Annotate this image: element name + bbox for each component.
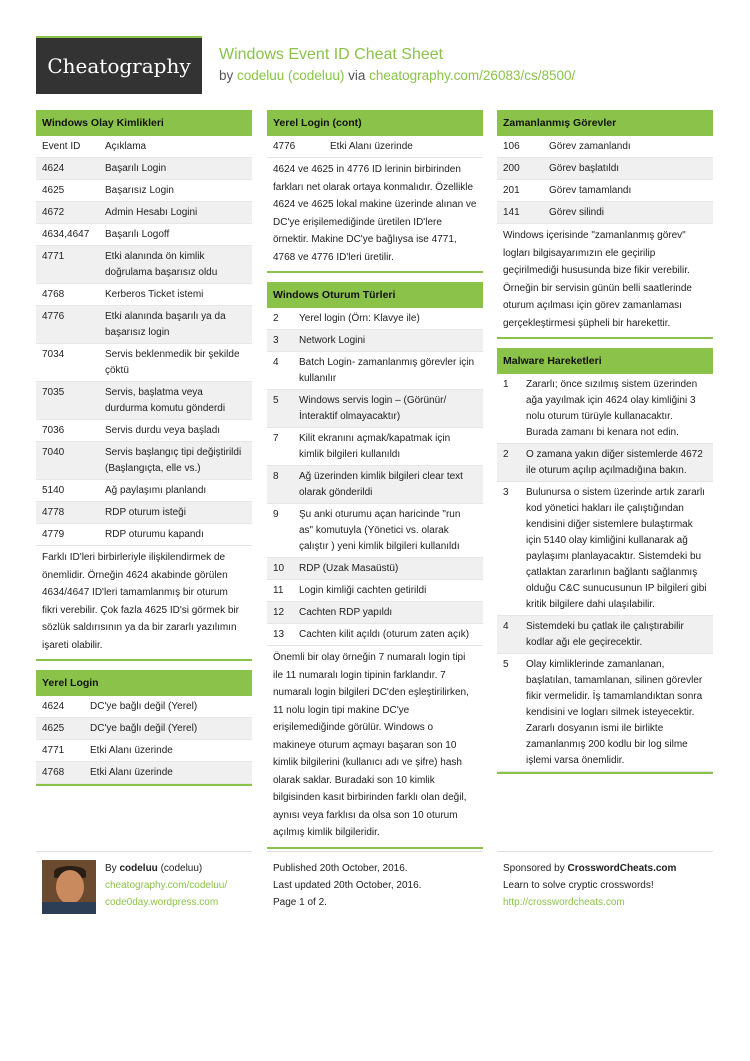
row-key: 106 bbox=[503, 140, 520, 152]
sheet-url-link[interactable]: cheatography.com/26083/cs/8500/ bbox=[369, 68, 576, 83]
row-key: 8 bbox=[273, 470, 279, 482]
row-value: Servis, başlatma veya durdurma komutu gönderdi bbox=[105, 386, 226, 414]
section-malware-hareketleri bbox=[497, 348, 713, 774]
section-title: Windows Olay Kimlikleri bbox=[36, 110, 252, 136]
row-value: Sistemdeki bu çatlak ile çalıştırabilir kodlar ağı ele geçirecektir. bbox=[526, 620, 684, 648]
row-key: 200 bbox=[503, 162, 520, 174]
row-value: Bulunursa o sistem üzerinde artık zararlı kod yönetici hakları ile çalıştığından kendisini diğer sistemlere bulaştırmak için 5140 olay kimliğini kullanarak ağ paylaşımı planlayacaktır. Sistemdeki bu çatlaktan zararlının bağlantı sağlanmış olduğu C&C sunucusunun IP bilgileri gibi kritik bilgilere dahi ulaşılabilir. bbox=[526, 486, 707, 610]
column-1 bbox=[36, 110, 252, 795]
author-handle: (codeluu) bbox=[157, 863, 203, 874]
table-row bbox=[36, 306, 252, 344]
row-key: 4771 bbox=[42, 744, 65, 756]
table bbox=[36, 696, 252, 786]
row-value: Görev tamamlandı bbox=[549, 184, 632, 196]
row-key: 9 bbox=[273, 508, 279, 520]
table bbox=[497, 136, 713, 224]
row-value: Etki alanında ön kimlik doğrulama başarısız oldu bbox=[105, 250, 218, 278]
section-yerel-login bbox=[36, 670, 252, 786]
row-value: Kilit ekranını açmak/kapatmak için kimlik bilgileri kullanıldı bbox=[299, 432, 451, 460]
row-value: Kerberos Ticket istemi bbox=[105, 288, 204, 300]
table-row bbox=[267, 504, 483, 558]
row-value: Ağ paylaşımı planlandı bbox=[105, 484, 207, 496]
table-row bbox=[267, 330, 483, 352]
table-row bbox=[497, 444, 713, 482]
row-value: Açıklama bbox=[105, 140, 147, 152]
avatar-face bbox=[56, 870, 84, 904]
row-key: 2 bbox=[273, 312, 279, 324]
table-row bbox=[36, 136, 252, 158]
row-value: Login kimliği cachten getirildi bbox=[299, 584, 427, 596]
section-note: Farklı ID'leri birbirleriyle ilişkilendirmek de önemlidir. Örneğin 4624 akabinde görülen 4634/4647 ID'leri tamamlanmış bir oturum fikri verebilir. Çok fazla 4625 ID'si görmek bir sözlük saldırısının ya da bir zararlı yazılımın işareti olabilir. bbox=[36, 546, 252, 661]
table-row bbox=[36, 524, 252, 546]
table-row bbox=[267, 602, 483, 624]
column-3 bbox=[497, 110, 713, 783]
table bbox=[267, 308, 483, 646]
row-value: Başarısız Login bbox=[105, 184, 174, 196]
row-value: Görev zamanlandı bbox=[549, 140, 631, 152]
row-value: DC'ye bağlı değil (Yerel) bbox=[90, 700, 198, 712]
row-key: 4779 bbox=[42, 528, 65, 540]
row-value: Şu anki oturumu açan haricinde "run as" komutuyla (Yönetici vs. olarak çalıştır ) yeni kimlik bilgileri kullanıldı bbox=[299, 508, 461, 552]
section-title: Yerel Login bbox=[36, 670, 252, 696]
row-value: Görev silindi bbox=[549, 206, 605, 218]
row-value: Başarılı Login bbox=[105, 162, 167, 174]
row-key: 2 bbox=[503, 448, 509, 460]
row-key: 4 bbox=[503, 620, 509, 632]
table-row bbox=[497, 654, 713, 772]
table-row bbox=[267, 136, 483, 158]
logo[interactable]: Cheatography bbox=[36, 38, 202, 94]
section-title: Malware Hareketleri bbox=[497, 348, 713, 374]
sponsor-tagline: Learn to solve cryptic crosswords! bbox=[503, 880, 654, 891]
table-row bbox=[36, 696, 252, 718]
row-key: 141 bbox=[503, 206, 520, 218]
avatar bbox=[42, 860, 96, 914]
column-2 bbox=[267, 110, 483, 858]
sponsor-line bbox=[503, 860, 676, 877]
section-zamanlanmis-gorevler bbox=[497, 110, 713, 339]
row-value: Admin Hesabı Logini bbox=[105, 206, 198, 218]
sponsor-label: Sponsored by bbox=[503, 863, 568, 874]
row-value: Windows servis login – (Görünür/İnteraktif olmayacaktır) bbox=[299, 394, 447, 422]
row-key: 4778 bbox=[42, 506, 65, 518]
row-key: 1 bbox=[503, 378, 509, 390]
row-key: 4625 bbox=[42, 184, 65, 196]
row-value: Batch Login- zamanlanmış görevler için kullanılır bbox=[299, 356, 475, 384]
section-title: Zamanlanmış Görevler bbox=[497, 110, 713, 136]
via-text: via bbox=[344, 68, 370, 83]
section-note: 4624 ve 4625 in 4776 ID lerinin birbirinden farkları net olarak ortaya konmalıdır. Özellikle 4624 ve 4625 lokal makine üzerinde alınan ve DC'ye erişilemediğinde üretilen ID'lere örnektir. Makine DC'ye bağlıysa ise 4771, 4768 ve 4776 ID'leri üretilir. bbox=[267, 158, 483, 273]
row-value: Görev başlatıldı bbox=[549, 162, 620, 174]
author-line bbox=[105, 860, 227, 877]
row-value: RDP (Uzak Masaüstü) bbox=[299, 562, 399, 574]
author-profile-link[interactable]: cheatography.com/codeluu/ bbox=[105, 880, 228, 891]
row-value: Servis başlangıç tipi değiştirildi (Başlangıçta, elle vs.) bbox=[105, 446, 242, 474]
by-text: by bbox=[219, 68, 238, 83]
section-title: Yerel Login (cont) bbox=[267, 110, 483, 136]
table-row bbox=[267, 580, 483, 602]
table-row bbox=[36, 442, 252, 480]
row-key: 11 bbox=[273, 584, 284, 596]
table-row bbox=[36, 718, 252, 740]
row-key: 7036 bbox=[42, 424, 65, 436]
row-key: 7035 bbox=[42, 386, 65, 398]
table-row bbox=[267, 308, 483, 330]
table-row bbox=[267, 428, 483, 466]
section-title: Windows Oturum Türleri bbox=[267, 282, 483, 308]
row-key: 5 bbox=[503, 658, 509, 670]
row-value: DC'ye bağlı değil (Yerel) bbox=[90, 722, 198, 734]
table-row bbox=[497, 616, 713, 654]
row-key: 10 bbox=[273, 562, 285, 574]
row-value: RDP oturum isteği bbox=[105, 506, 186, 518]
row-key: 5 bbox=[273, 394, 279, 406]
section-note: Önemli bir olay örneğin 7 numaralı login tipi ile 11 numaralı login tipinin farklandır. 7 numaralı login bilgileri DC'den eşleştirilirken, 11 nolu login tipi makine DC'ye erişilemediğinde görülür. Windows o makineye oturum açmayı başaran son 10 kimlik bilgilerini (kullanıcı adı ve şifre) hash olarak saklar. Buradaki son 10 kimlik bilgisinden kasıt birbirinden farklı olan değil, aynısı veya farklısı da olsa son 10 oturum açılmış kimlik bilgileridir. bbox=[267, 646, 483, 849]
row-value: Network Logini bbox=[299, 334, 366, 346]
sponsor-name: CrosswordCheats.com bbox=[567, 863, 677, 874]
row-key: 12 bbox=[273, 606, 285, 618]
row-key: 5140 bbox=[42, 484, 65, 496]
row-value: O zamana yakın diğer sistemlerde 4672 ile oturum açılıp açılmadığına bakın. bbox=[526, 448, 703, 476]
table-row bbox=[267, 558, 483, 580]
row-value: Etki Alanı üzerinde bbox=[90, 744, 173, 756]
row-key: 201 bbox=[503, 184, 520, 196]
row-value: Etki Alanı üzerinde bbox=[330, 140, 413, 152]
table-row bbox=[36, 480, 252, 502]
row-key: 4625 bbox=[42, 722, 65, 734]
row-key: Event ID bbox=[42, 140, 81, 152]
dates-info bbox=[273, 860, 421, 911]
row-key: 4672 bbox=[42, 206, 65, 218]
row-key: 7 bbox=[273, 432, 279, 444]
page-title: Windows Event ID Cheat Sheet bbox=[219, 46, 444, 63]
published-date: Published 20th October, 2016. bbox=[273, 863, 408, 874]
row-value: Etki Alanı üzerinde bbox=[90, 766, 173, 778]
table-row bbox=[497, 374, 713, 444]
table-row bbox=[36, 740, 252, 762]
table-row bbox=[36, 180, 252, 202]
table-row bbox=[36, 202, 252, 224]
row-key: 3 bbox=[503, 486, 509, 498]
section-note: Windows içerisinde "zamanlanmış görev" logları bilgisayarımızın ele geçirilip geçirilmediği hususunda bize fikir verebilir. Örneğin bir servisin günün belli saatlerinde oturum açılması için görev zamanlaması gerçekleştirmesi şüpheli bir harekettir. bbox=[497, 224, 713, 339]
table-row bbox=[36, 158, 252, 180]
row-value: RDP oturumu kapandı bbox=[105, 528, 204, 540]
table-row bbox=[497, 158, 713, 180]
row-key: 7034 bbox=[42, 348, 65, 360]
author-link[interactable]: codeluu (codeluu) bbox=[237, 68, 345, 83]
table-row bbox=[267, 624, 483, 646]
sponsor-info bbox=[503, 860, 676, 911]
table-row bbox=[36, 420, 252, 442]
table-row bbox=[36, 382, 252, 420]
by-label: By bbox=[105, 863, 120, 874]
row-value: Cachten kilit açıldı (oturum zaten açık) bbox=[299, 628, 470, 640]
table-row bbox=[267, 466, 483, 504]
table-row bbox=[36, 224, 252, 246]
table-row bbox=[36, 762, 252, 784]
footer-sponsor bbox=[497, 851, 713, 918]
table-row bbox=[267, 352, 483, 390]
row-value: Zararlı; önce sızılmış sistem üzerinden ağa yayılmak için 4624 olay kimliğini 3 nolu oturum türüyle kullanacaktır. Burada zamanı bi kenara not edin. bbox=[526, 378, 698, 438]
avatar-shirt bbox=[42, 902, 96, 914]
row-key: 3 bbox=[273, 334, 279, 346]
row-key: 4768 bbox=[42, 288, 65, 300]
section-olay-kimlikleri bbox=[36, 110, 252, 661]
table-row bbox=[36, 502, 252, 524]
table-row bbox=[36, 344, 252, 382]
footer-author bbox=[36, 851, 252, 918]
author-website-link[interactable]: code0day.wordpress.com bbox=[105, 897, 219, 908]
table-row bbox=[497, 136, 713, 158]
row-value: Başarılı Logoff bbox=[105, 228, 170, 240]
row-key: 4624 bbox=[42, 700, 65, 712]
row-key: 4 bbox=[273, 356, 279, 368]
table-row bbox=[36, 284, 252, 306]
table bbox=[497, 374, 713, 774]
author-name: codeluu bbox=[119, 863, 158, 874]
page-subtitle bbox=[219, 68, 575, 83]
table bbox=[36, 136, 252, 546]
row-key: 4624 bbox=[42, 162, 65, 174]
section-oturum-turleri bbox=[267, 282, 483, 849]
table-row bbox=[497, 202, 713, 224]
sponsor-link[interactable]: http://crosswordcheats.com bbox=[503, 897, 625, 908]
table-row bbox=[267, 390, 483, 428]
row-value: Etki alanında başarılı ya da başarısız login bbox=[105, 310, 226, 338]
row-key: 4771 bbox=[42, 250, 65, 262]
section-yerel-login-cont bbox=[267, 110, 483, 273]
row-value: Servis durdu veya başladı bbox=[105, 424, 221, 436]
table-row bbox=[497, 180, 713, 202]
row-key: 4776 bbox=[273, 140, 296, 152]
page-number: Page 1 of 2. bbox=[273, 897, 327, 908]
row-key: 13 bbox=[273, 628, 285, 640]
row-value: Cachten RDP yapıldı bbox=[299, 606, 393, 618]
row-key: 4776 bbox=[42, 310, 65, 322]
row-value: Servis beklenmedik bir şekilde çöktü bbox=[105, 348, 240, 376]
table-row bbox=[497, 482, 713, 616]
row-key: 4768 bbox=[42, 766, 65, 778]
updated-date: Last updated 20th October, 2016. bbox=[273, 880, 422, 891]
row-value: Olay kimliklerinde zamanlanan, başlatılan, tamamlanan, silinen görevler fikir vermelidir. İş tamamlandıktan sonra kendisini ve logları silmek isteyecektir. Zararlı dosyanın ismi ile birlikte zamanlanmış 200 kodlu bir log silme işlemi varsa önemlidir. bbox=[526, 658, 703, 766]
row-value: Ağ üzerinden kimlik bilgileri clear text olarak gönderildi bbox=[299, 470, 463, 498]
row-key: 7040 bbox=[42, 446, 65, 458]
footer-dates bbox=[267, 851, 483, 918]
row-key: 4634,4647 bbox=[42, 228, 90, 240]
author-info bbox=[105, 860, 227, 911]
row-value: Yerel login (Örn: Klavye ile) bbox=[299, 312, 420, 324]
table-row bbox=[36, 246, 252, 284]
table bbox=[267, 136, 483, 158]
